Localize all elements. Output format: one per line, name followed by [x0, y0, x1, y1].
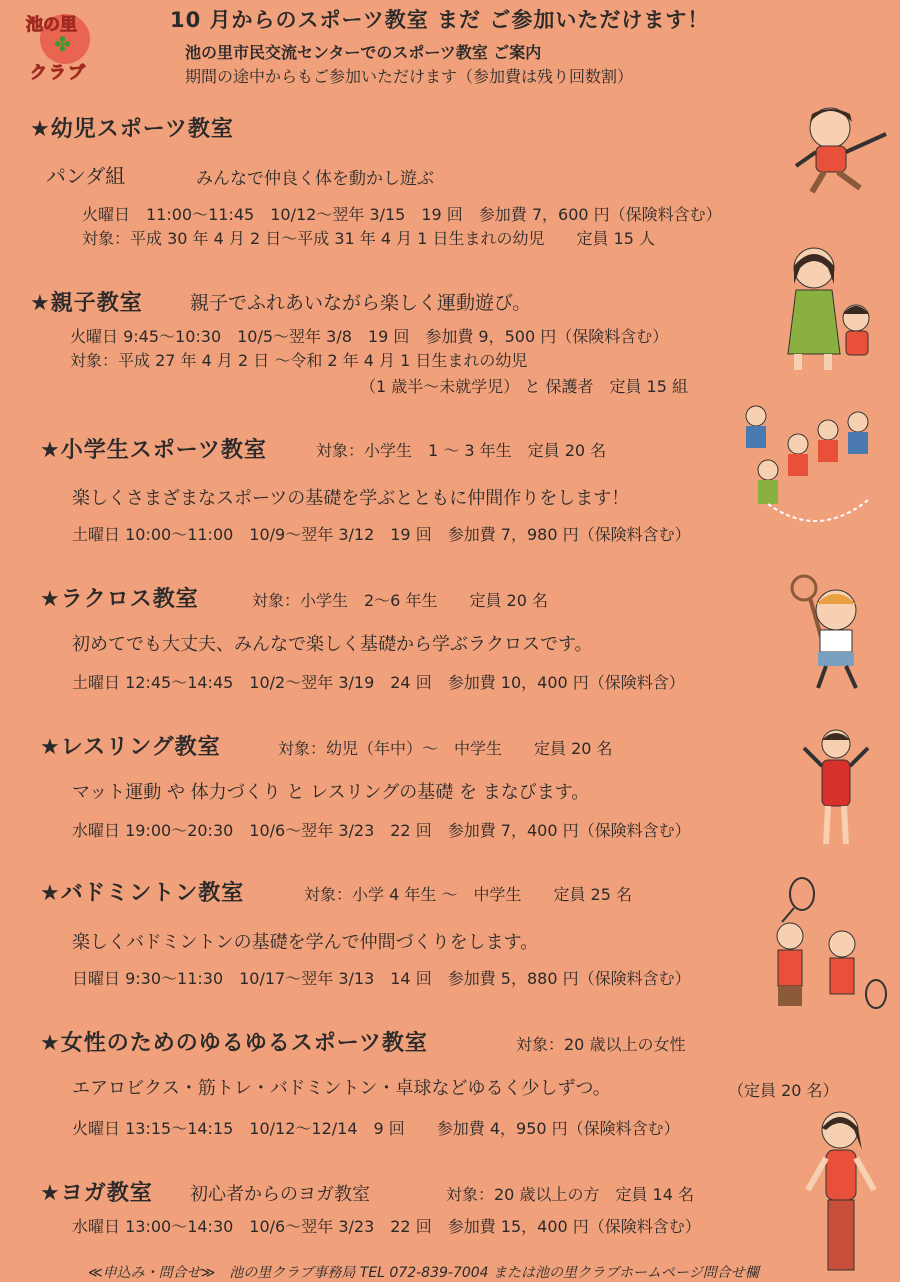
josei-capacity: （定員 20 名） [728, 1081, 839, 1100]
yoga-desc: 初心者からのヨガ教室 [190, 1184, 370, 1205]
yoga-schedule: 水曜日 13:00～14:30 10/6～翌年 3/23 22 回 参加費 15，400 円（保険料含む） [72, 1217, 701, 1236]
shogaku-desc: 楽しくさまざまなスポーツの基礎を学ぶとともに仲間作りをします！ [72, 488, 630, 509]
section-title-badminton: ★バドミントン教室 [40, 881, 245, 906]
wrestler-illustration [796, 726, 876, 850]
lacrosse-desc: 初めてでも大丈夫、みんなで楽しく基礎から学ぶラクロスです。 [72, 634, 593, 655]
section-title-lacrosse: ★ラクロス教室 [40, 587, 199, 612]
section-title-oyako: ★親子教室 [30, 291, 143, 316]
josei-desc: エアロビクス・筋トレ・バドミントン・卓球などゆるく少しずつ。 [72, 1078, 611, 1099]
wrestling-schedule: 水曜日 19:00～20:30 10/6～翌年 3/23 22 回 参加費 7，400 円（保険料含む） [72, 821, 691, 840]
shogaku-schedule: 土曜日 10:00～11:00 10/9～翌年 3/12 19 回 参加費 7，980 円（保険料含む） [72, 525, 691, 544]
wrestling-target: 対象：幼児（年中）～ 中学生 定員 20 名 [278, 739, 613, 758]
badminton-desc: 楽しくバドミントンの基礎を学んで仲間づくりをします。 [72, 932, 539, 953]
page-subtitle: 池の里市民交流センターでのスポーツ教室 ご案内 [185, 43, 542, 62]
elementary-kids-illustration [738, 400, 878, 550]
youji-desc: みんなで仲良く体を動かし遊ぶ [196, 169, 434, 189]
clover-icon: ✤ [54, 32, 71, 56]
page-note: 期間の途中からもご参加いただけます（参加費は残り回数割） [185, 67, 634, 86]
youji-target: 対象：平成 30 年 4 月 2 日～平成 31 年 4 月 1 日生まれの幼児 定員 15 人 [82, 229, 656, 248]
youji-group: パンダ組 [46, 164, 126, 188]
section-title-youji: ★幼児スポーツ教室 [30, 117, 234, 142]
parent-child-illustration [780, 244, 880, 374]
josei-schedule: 火曜日 13:15～14:15 10/12～12/14 9 回 参加費 4，950 円（保険料含む） [72, 1119, 680, 1138]
yoga-target: 対象：20 歳以上の方 定員 14 名 [446, 1185, 694, 1204]
lacrosse-target: 対象：小学生 2～6 年生 定員 20 名 [252, 591, 548, 610]
section-title-josei: ★女性のためのゆるゆるスポーツ教室 [40, 1031, 428, 1056]
club-logo [20, 6, 110, 86]
oyako-schedule: 火曜日 9:45～10:30 10/5～翌年 3/8 19 回 参加費 9，500 円（保険料含む） [70, 327, 669, 346]
logo-text-bottom: クラブ [30, 63, 87, 83]
shogaku-target: 対象：小学生 1 ～ 3 年生 定員 20 名 [316, 441, 607, 460]
lacrosse-player-illustration [786, 574, 886, 694]
badminton-players-illustration [760, 874, 890, 1040]
oyako-target: 対象：平成 27 年 4 月 2 日 ～令和 2 年 4 月 1 日生まれの幼児 [70, 351, 528, 370]
contact-footer: ≪申込み・問合せ≫ 池の里クラブ事務局 TEL 072-839-7004 または池の里クラブホームページ問合せ欄 [88, 1265, 759, 1281]
section-title-wrestling: ★レスリング教室 [40, 735, 221, 760]
youji-schedule: 火曜日 11:00～11:45 10/12～翌年 3/15 19 回 参加費 7，600 円（保険料含む） [82, 205, 722, 224]
oyako-target-note: （1 歳半～未就学児） と 保護者 定員 15 組 [360, 377, 688, 396]
yoga-woman-illustration [800, 1104, 890, 1274]
section-title-shogaku: ★小学生スポーツ教室 [40, 438, 267, 463]
josei-target: 対象：20 歳以上の女性 [516, 1035, 686, 1054]
oyako-desc: 親子でふれあいながら楽しく運動遊び。 [190, 292, 532, 314]
wrestling-desc: マット運動 や 体力づくり と レスリングの基礎 を まなびます。 [72, 782, 590, 803]
lacrosse-schedule: 土曜日 12:45～14:45 10/2～翌年 3/19 24 回 参加費 10，400 円（保険料含） [72, 673, 685, 692]
logo-text-top: 池の里 [26, 15, 77, 35]
badminton-schedule: 日曜日 9:30～11:30 10/17～翌年 3/13 14 回 参加費 5，880 円（保険料含む） [72, 969, 691, 988]
running-child-illustration [790, 100, 890, 195]
section-title-yoga: ★ヨガ教室 [40, 1181, 153, 1206]
badminton-target: 対象：小学 4 年生 ～ 中学生 定員 25 名 [304, 885, 632, 904]
page-title: 10 月からのスポーツ教室 まだ ご参加いただけます！ [170, 8, 710, 32]
